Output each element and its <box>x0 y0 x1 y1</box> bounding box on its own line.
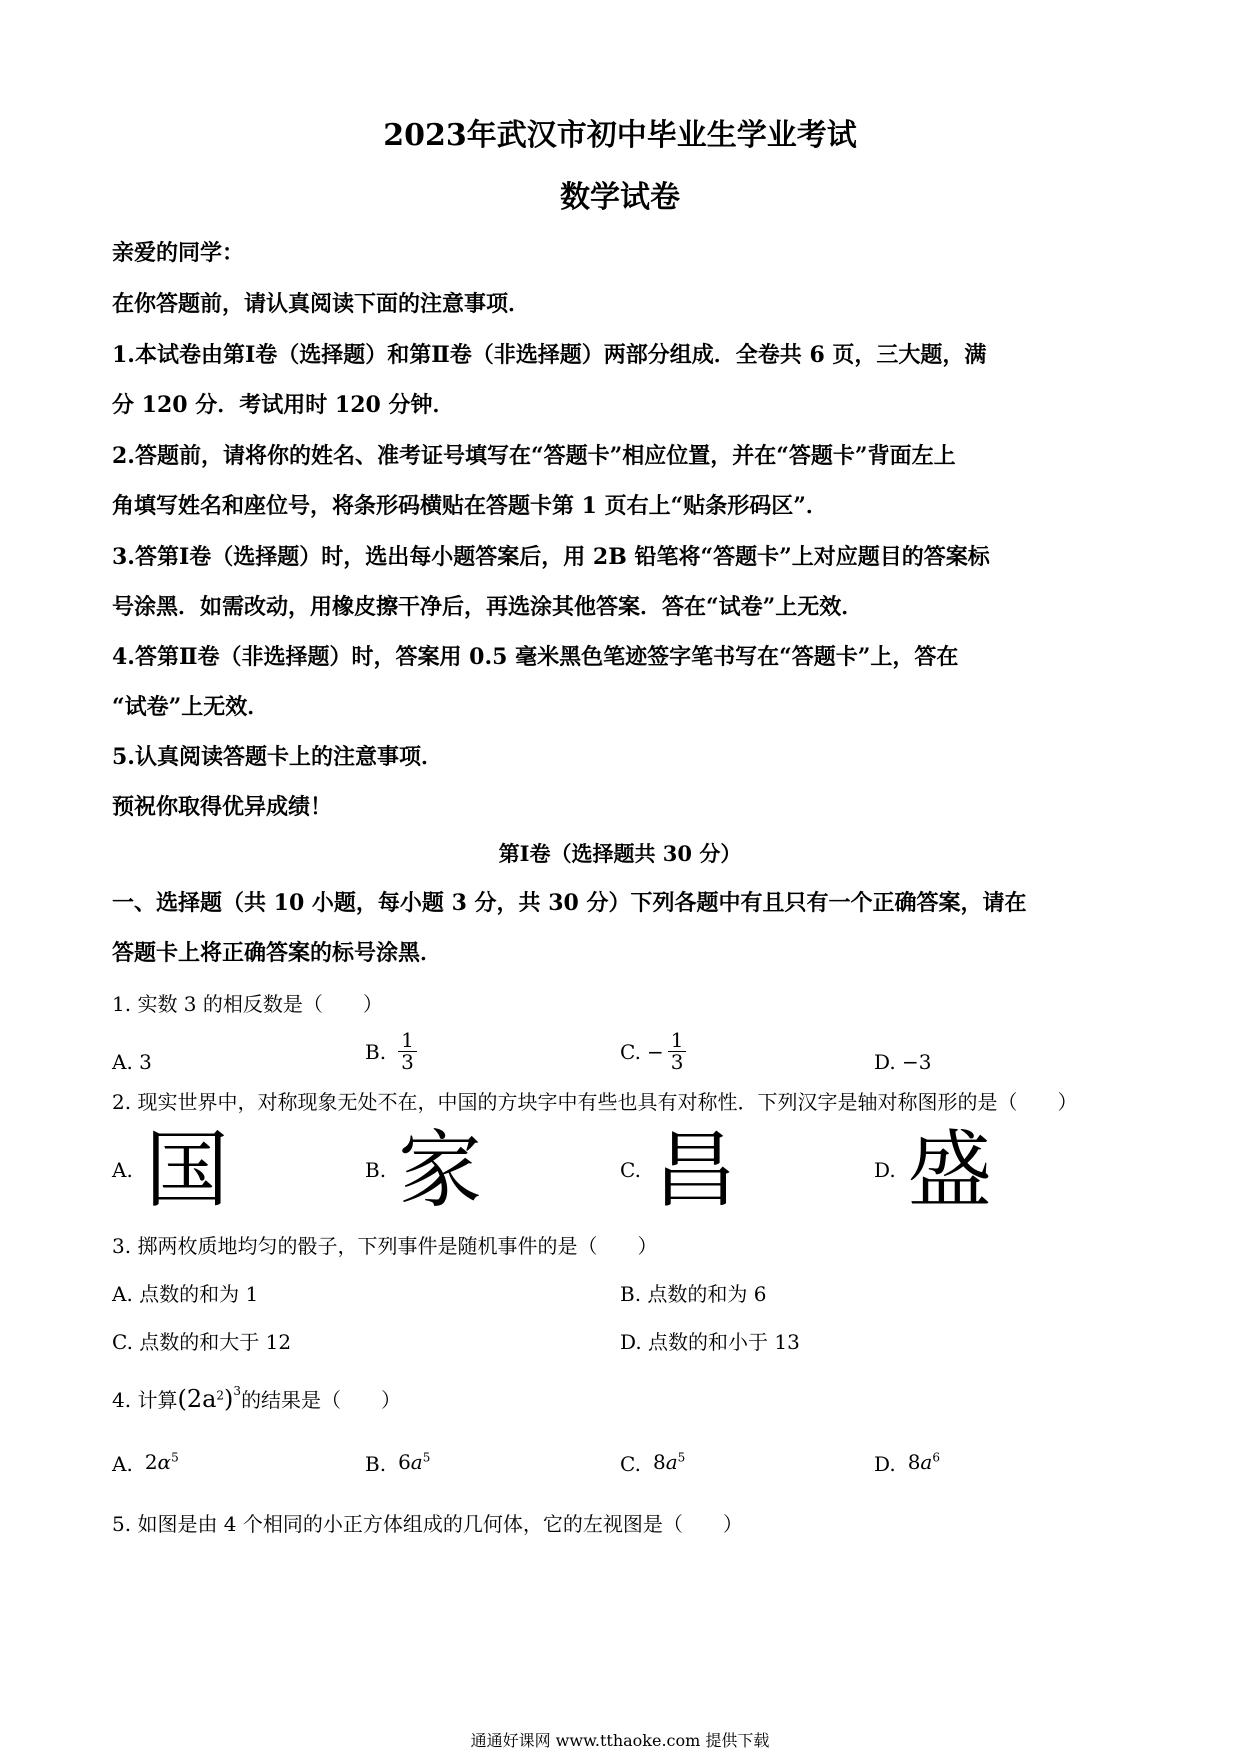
section-1-instruction-b: 答题卡上将正确答案的标号涂黑． <box>112 940 443 966</box>
section-1-instruction-a: 一、选择题（共 10 小题，每小题 3 分，共 30 分）下列各题中有且只有一个正确答案，请在 <box>112 890 1027 916</box>
note-3-line-b: 号涂黑．如需改动，用橡皮擦干净后，再选涂其他答案．答在“试卷”上无效． <box>112 594 864 620</box>
q4-option-a-label: A. <box>112 1451 133 1476</box>
q2-option-b-label: B. <box>365 1158 387 1182</box>
q3-option-a: A. 点数的和为 1 <box>112 1282 259 1306</box>
q4-expr-close: ) <box>224 1385 234 1413</box>
q1-option-c-label: C. <box>620 1039 641 1064</box>
q1-option-b-fraction <box>398 1030 417 1073</box>
q4-a-var: α <box>157 1450 172 1474</box>
q4-expression <box>177 1384 242 1413</box>
q1-b-numerator: 1 <box>398 1030 417 1052</box>
q4-expr-outer-exponent: 3 <box>233 1384 242 1399</box>
q2-option-c <box>620 1121 737 1219</box>
q1-c-numerator: 1 <box>668 1030 687 1052</box>
q1-option-b-label: B. <box>365 1039 387 1064</box>
q2-option-b-character: 家 <box>398 1121 483 1219</box>
q2-option-a <box>112 1121 229 1219</box>
q1-option-c-fraction <box>668 1030 687 1073</box>
section-1-title: 第Ⅰ卷（选择题共 30 分） <box>498 841 742 866</box>
q4-option-a <box>112 1450 179 1476</box>
question-5-stem: 5. 如图是由 4 个相同的小正方体组成的几何体，它的左视图是（ ） <box>112 1512 743 1536</box>
q4-d-coef: 8 <box>907 1450 921 1474</box>
q4-a-exp: 5 <box>171 1450 179 1465</box>
q1-option-a: A. 3 <box>112 1050 152 1074</box>
q4-d-var: a <box>920 1450 933 1474</box>
q2-option-a-character: 国 <box>144 1121 229 1219</box>
q3-option-d: D. 点数的和小于 13 <box>620 1330 800 1354</box>
q2-option-c-label: C. <box>620 1158 641 1182</box>
note-1-line-b: 分 120 分．考试用时 120 分钟． <box>112 392 455 418</box>
page-footer: 通通好课网 www.tthaoke.com 提供下载 <box>470 1731 770 1750</box>
q1-option-d: D. −3 <box>874 1050 932 1074</box>
q4-d-exp: 6 <box>932 1450 940 1465</box>
q4-b-exp: 5 <box>422 1450 431 1465</box>
q4-b-var: a <box>410 1450 423 1474</box>
q4-option-c-label: C. <box>620 1451 641 1476</box>
q4-stem-post: 的结果是（ ） <box>241 1388 402 1412</box>
exam-title: 2023年武汉市初中毕业生学业考试 <box>383 118 857 153</box>
question-4-stem <box>112 1384 401 1413</box>
q4-c-var: a <box>665 1450 678 1474</box>
q4-expr-inner-exponent: 2 <box>216 1388 225 1403</box>
q4-option-d-label: D. <box>874 1451 896 1476</box>
q4-c-coef: 8 <box>652 1450 666 1474</box>
note-4-line-b: “试卷”上无效． <box>112 694 270 720</box>
q1-c-denominator: 3 <box>670 1050 684 1074</box>
q4-a-coef: 2 <box>144 1450 158 1474</box>
notes-intro: 在你答题前，请认真阅读下面的注意事项． <box>112 291 531 317</box>
question-1-stem: 1. 实数 3 的相反数是（ ） <box>112 992 383 1016</box>
q2-option-d-character: 盛 <box>907 1121 992 1219</box>
q1-option-b <box>365 1030 417 1073</box>
q4-c-exp: 5 <box>677 1450 686 1465</box>
note-5: 5.认真阅读答题卡上的注意事项． <box>112 744 443 770</box>
q4-option-b-label: B. <box>365 1451 387 1476</box>
greeting: 亲爱的同学： <box>112 240 245 266</box>
wish: 预祝你取得优异成绩！ <box>112 794 333 820</box>
q1-c-sign: − <box>646 1039 664 1064</box>
note-2-line-b: 角填写姓名和座位号，将条形码横贴在答题卡第 1 页右上“贴条形码区”． <box>112 493 828 519</box>
question-3-stem: 3. 掷两枚质地均匀的骰子，下列事件是随机事件的是（ ） <box>112 1234 658 1258</box>
q4-option-d <box>874 1450 940 1476</box>
note-1-line-a: 1.本试卷由第Ⅰ卷（选择题）和第Ⅱ卷（非选择题）两部分组成．全卷共 6 页，三大题，满 <box>112 342 987 368</box>
exam-subtitle: 数学试卷 <box>560 180 680 215</box>
q1-option-c <box>620 1030 686 1073</box>
note-2-line-a: 2.答题前，请将你的姓名、准考证号填写在“答题卡”相应位置，并在“答题卡”背面左上 <box>112 443 956 469</box>
q2-option-a-label: A. <box>112 1158 133 1182</box>
q2-option-d <box>874 1121 992 1219</box>
q2-option-d-label: D. <box>874 1158 896 1182</box>
q4-stem-pre: 4. 计算 <box>112 1388 178 1412</box>
q4-option-c <box>620 1450 685 1476</box>
question-2-stem: 2. 现实世界中，对称现象无处不在，中国的方块字中有些也具有对称性．下列汉字是轴对称图形的是（ ） <box>112 1090 1078 1114</box>
note-3-line-a: 3.答第Ⅰ卷（选择题）时，选出每小题答案后，用 2B 铅笔将“答题卡”上对应题目的答案标 <box>112 544 990 570</box>
q2-option-b <box>365 1121 483 1219</box>
q4-expr-base: (2a <box>177 1385 217 1413</box>
q1-b-denominator: 3 <box>401 1050 414 1074</box>
q2-option-c-character: 昌 <box>652 1121 737 1219</box>
note-4-line-a: 4.答第Ⅱ卷（非选择题）时，答案用 0.5 毫米黑色笔迹签字笔书写在“答题卡”上，答在 <box>112 644 959 670</box>
q4-b-coef: 6 <box>398 1450 411 1474</box>
q4-option-b <box>365 1450 430 1476</box>
q3-option-c: C. 点数的和大于 12 <box>112 1330 292 1354</box>
q3-option-b: B. 点数的和为 6 <box>620 1282 767 1306</box>
